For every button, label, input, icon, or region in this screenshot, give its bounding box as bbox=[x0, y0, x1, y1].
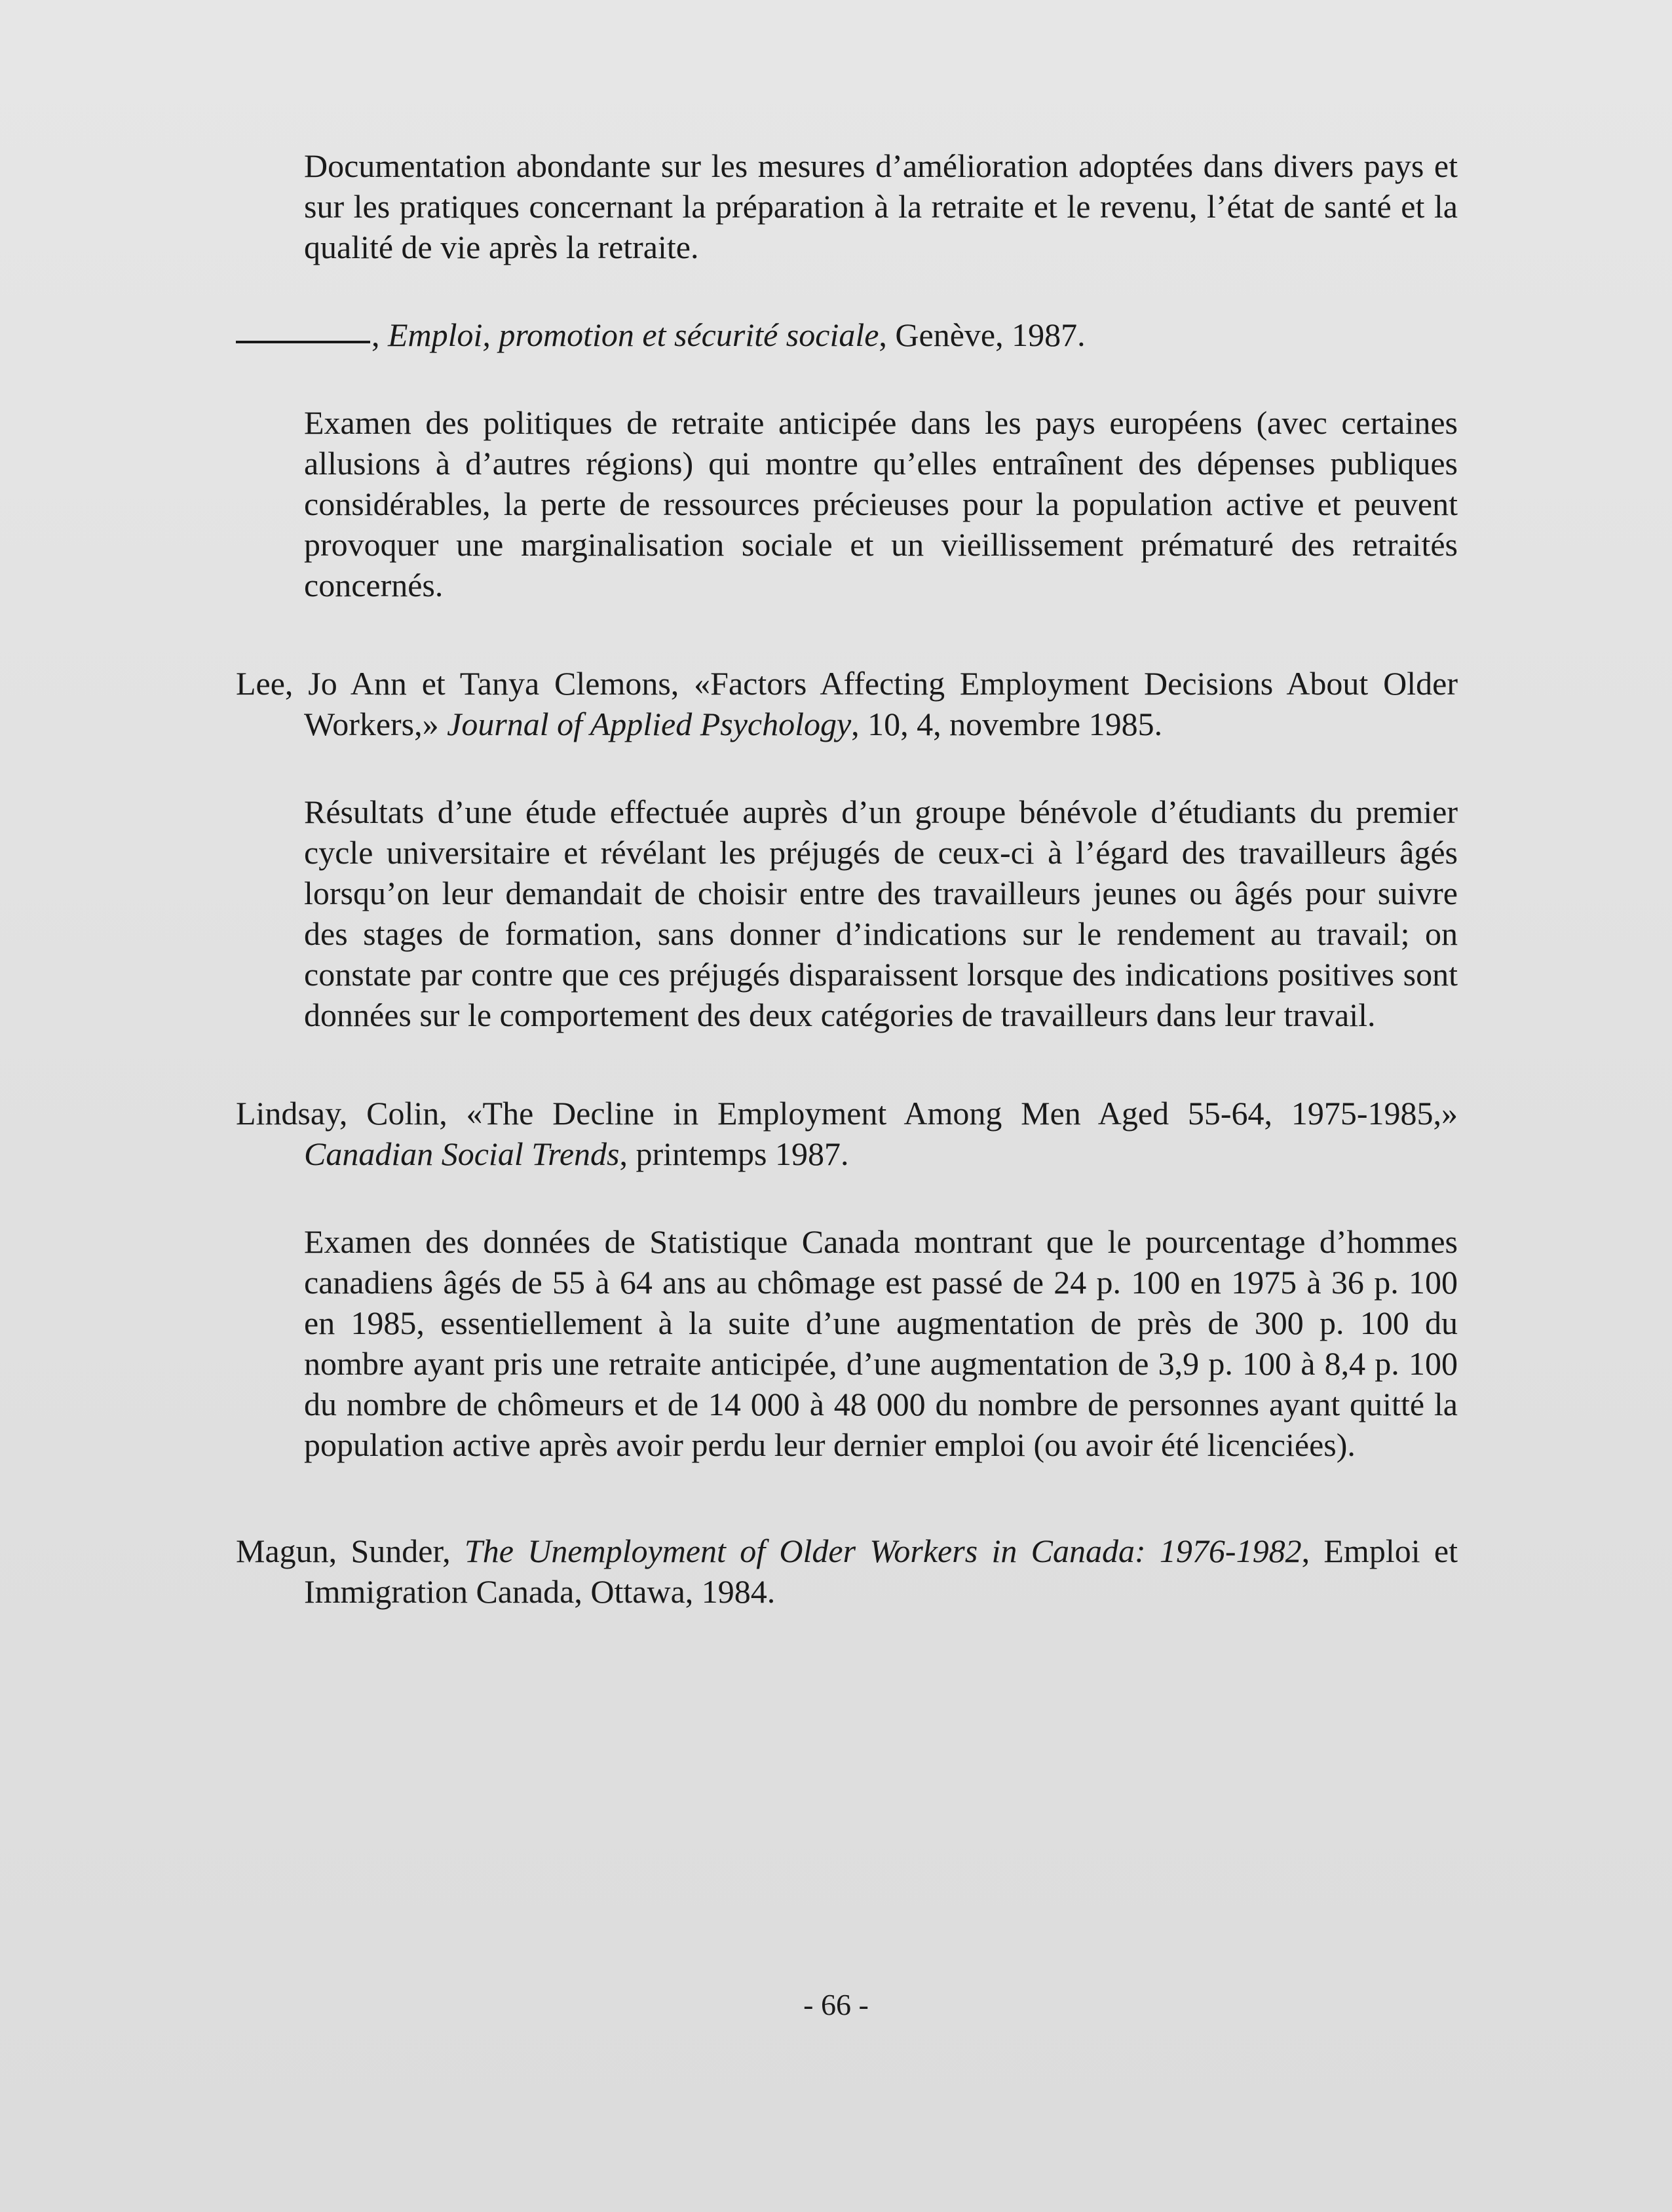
citation-author: Lindsay, Colin, «The Decline in Employment Among Men Aged 55-64, 1975-1985,» bbox=[236, 1095, 1458, 1132]
page-number: - 66 - bbox=[803, 1988, 869, 2021]
citation-author: Magun, Sunder, bbox=[236, 1533, 465, 1569]
citation-entry bbox=[236, 663, 1458, 744]
citation-entry bbox=[236, 1093, 1458, 1174]
citation-details: , 10, 4, novembre 1985. bbox=[851, 706, 1163, 742]
citation-details: , Genève, 1987. bbox=[879, 316, 1086, 353]
annotation-paragraph: Examen des politiques de retraite anticipée dans les pays européens (avec certaines allusions à d’autres régions) qui montre qu’elles entraînent des dépenses publiques considérables, la perte de ressources précieuses pour la population active et peuvent provoquer une marginalisation sociale et un vieillissement prématuré des retraités concernés. bbox=[304, 404, 1458, 603]
annotation-paragraph: Documentation abondante sur les mesures d’amélioration adoptées dans divers pays et sur les pratiques concernant la préparation à la retraite et le revenu, l’état de santé et la qualité de vie après la retraite. bbox=[304, 147, 1458, 265]
citation-separator: , bbox=[371, 316, 388, 353]
annotation-paragraph: Résultats d’une étude effectuée auprès d’un groupe bénévole d’étudiants du premier cycle universitaire et révélant les préjugés de ceux-ci à l’égard des travailleurs âgés lorsqu’on leur demandait de choisir entre des travailleurs jeunes ou âgés pour suivre des stages de formation, sans donner d’indications sur le rendement au travail; on constate par contre que ces préjugés disparaissent lorsque des indications positives sont données sur le comportement des deux catégories de travailleurs dans leur travail. bbox=[304, 793, 1458, 1033]
citation-details: , Emploi et Immigration Canada, Ottawa, 1984. bbox=[304, 1533, 1458, 1610]
citation-entry bbox=[236, 315, 1458, 355]
bibliography-content bbox=[236, 145, 1458, 1612]
citation-author: Lee, Jo Ann et Tanya Clemons, «Factors Affecting Employment Decisions About Older Workers,» bbox=[236, 665, 1458, 742]
citation-entry bbox=[236, 1531, 1458, 1612]
citation-title: Journal of Applied Psychology bbox=[447, 706, 852, 742]
ditto-author-line bbox=[236, 341, 370, 343]
annotation-paragraph: Examen des données de Statistique Canada montrant que le pourcentage d’hommes canadiens âgés de 55 à 64 ans au chômage est passé de 24 p. 100 en 1975 à 36 p. 100 en 1985, essentiellement à la suite d’une augmentation de près de 300 p. 100 du nombre ayant pris une retraite anticipée, d’une augmentation de 3,9 p. 100 à 8,4 p. 100 du nombre de chômeurs et de 14 000 à 48 000 du nombre de personnes ayant quitté la population active après avoir perdu leur dernier emploi (ou avoir été licenciées). bbox=[304, 1223, 1458, 1463]
citation-title: Canadian Social Trends bbox=[304, 1135, 620, 1172]
citation-details: , printemps 1987. bbox=[619, 1135, 849, 1172]
citation-title: Emploi, promotion et sécurité sociale bbox=[388, 316, 879, 353]
citation-title: The Unemployment of Older Workers in Canada: 1976-1982 bbox=[464, 1533, 1302, 1569]
